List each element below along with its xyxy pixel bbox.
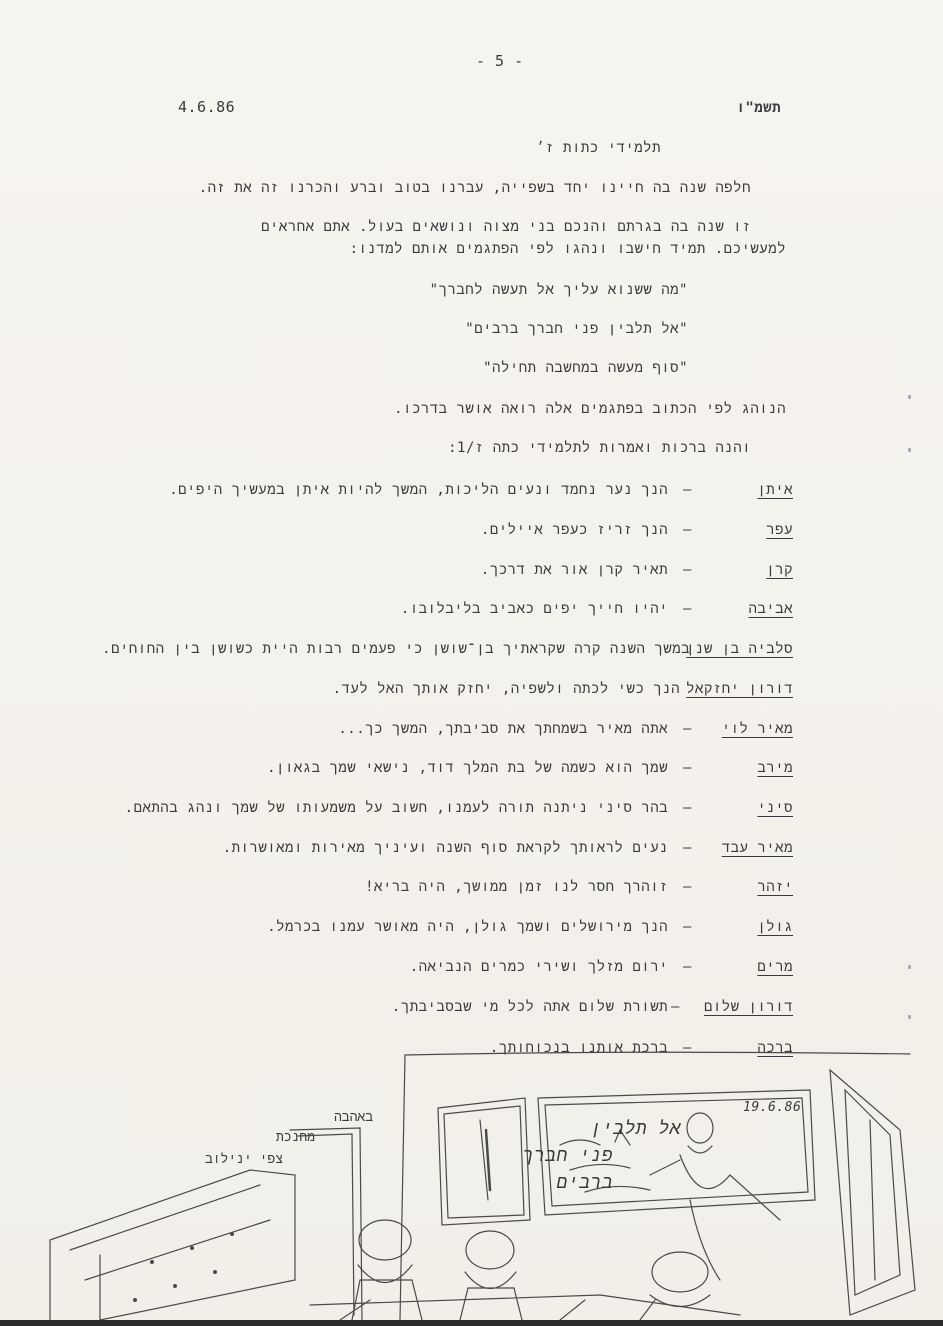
blessing-text: אתה מאיר בשמחתך את סביבתך, המשך כך... xyxy=(338,721,668,737)
student-name: מאיר עבד xyxy=(721,840,793,856)
student-name: מירב xyxy=(757,760,793,776)
student-name: ברכה xyxy=(757,1040,793,1056)
blessing-text: הנך כשי לכתה ולשפיה, יחזק אותך האל לעד. xyxy=(332,681,680,697)
blessing-text: שמך הוא כשמה של בת המלך דוד, נישאי שמך בגאון. xyxy=(267,760,668,776)
signature-role: מחנכת xyxy=(275,1130,315,1145)
blessing-text: נעים לראותך לקראת סוף השנה ועיניך מאירות ומאושרות. xyxy=(222,840,668,856)
student-name: יזהר xyxy=(757,879,793,895)
sketch-date: 19.6.86 xyxy=(743,1100,802,1115)
quote-3: "סוף מעשה במחשבה תחילה" xyxy=(483,360,688,376)
dash: – xyxy=(683,840,692,856)
student-name: דורון שלום xyxy=(703,999,793,1015)
dash: – xyxy=(683,562,692,578)
blessing-text: בהר סיני ניתנה תורה לעמנו, חשוב על משמעותו של שמך ונהג בהתאם. xyxy=(124,800,668,816)
dash: – xyxy=(683,721,692,737)
salutation: תלמידי כתות ז׳ xyxy=(536,140,661,156)
student-name: גולן xyxy=(757,919,793,935)
blessing-text: הנך זריז כעפר איילים. xyxy=(480,522,668,538)
dash: – xyxy=(683,879,692,895)
student-name: עפר xyxy=(766,522,793,538)
dash: – xyxy=(683,522,692,538)
dash: – xyxy=(683,1040,692,1056)
scan-mark xyxy=(908,448,911,452)
dash: – xyxy=(683,800,692,816)
blessing-text: הנך נער נחמד ונעים הליכות, המשך להיות איתן במעשיך היפים. xyxy=(169,482,668,498)
blessing-text: ברכת אותנו בנכוחותך. xyxy=(489,1040,668,1056)
student-name: קרן xyxy=(766,562,793,578)
student-name: סלביה בן שנן xyxy=(686,641,793,657)
dash: – xyxy=(683,760,692,776)
paragraph-2-line-2: למעשיכם. תמיד חישבו ונהגו לפי הפתגמים אותם למדנו: xyxy=(349,241,786,257)
board-writing-line-2: פני חברך xyxy=(522,1145,613,1166)
blessing-text: ירום מזלך ושירי כמרים הנביאה. xyxy=(409,959,668,975)
dash: – xyxy=(671,999,680,1015)
classroom-sketch xyxy=(40,1050,943,1320)
quote-2: "אל תלבין פני חברך ברבים" xyxy=(465,321,688,337)
scan-bottom-edge xyxy=(0,1320,943,1326)
student-name: סיני xyxy=(757,800,793,816)
dash: – xyxy=(683,959,692,975)
paragraph-1: חלפה שנה בה חיינו יחד בשפייה, עברנו בטוב וברע והכרנו זה את זה. xyxy=(198,180,751,196)
paragraph-4: והנה ברכות ואמרות לתלמידי כתה ז/1: xyxy=(448,440,751,456)
signature-closing: באהבה xyxy=(333,1110,373,1125)
student-name: מאיר לוי xyxy=(721,721,793,737)
blessing-text: תאיר קרן אור את דרכך. xyxy=(480,562,668,578)
scan-mark xyxy=(908,965,911,969)
board-writing-line-3: ברבים xyxy=(556,1172,613,1193)
board-writing-line-1: אל תלבין xyxy=(590,1118,681,1139)
student-name: אביבה xyxy=(748,601,793,617)
hebrew-year: תשמ"ו xyxy=(736,100,781,116)
paragraph-3: הנוהג לפי הכתוב בפתגמים אלה רואה אושר בדרכו. xyxy=(394,401,786,417)
scan-mark xyxy=(908,1015,911,1019)
paragraph-2-line-1: זו שנה בה בגרתם והנכם בני מצוה ונושאים בעול. אתם אחראים xyxy=(261,219,751,235)
blessing-text: זוהרך חסר לנו זמן ממושך, היה בריא! xyxy=(365,879,668,895)
blessing-text: תשורת שלום אתה לכל מי שבסביבתך. xyxy=(391,999,668,1015)
quote-1: "מה ששנוא עליך אל תעשה לחברך" xyxy=(429,282,688,298)
document-date: 4.6.86 xyxy=(178,98,236,116)
dash: – xyxy=(683,919,692,935)
student-name: דורון יחזקאל xyxy=(686,681,793,697)
dash: – xyxy=(683,482,692,498)
student-name: איתן xyxy=(757,482,793,498)
page-number: - 5 - xyxy=(476,52,524,70)
signature-name: צפי ינילוב xyxy=(204,1152,283,1167)
dash: – xyxy=(683,601,692,617)
student-name: מרים xyxy=(757,959,793,975)
blessing-text: יהיו חייך יפים כאביב בליבלובו. xyxy=(400,601,668,617)
blessing-text: במשך השנה קרה שקראתיך בן־שושן כי פעמים רבות היית כשושן בין החוחים. xyxy=(102,641,690,657)
blessing-text: הנך מירושלים ושמך גולן, היה מאושר עמנו בכרמל. xyxy=(267,919,668,935)
scan-mark xyxy=(908,395,911,399)
